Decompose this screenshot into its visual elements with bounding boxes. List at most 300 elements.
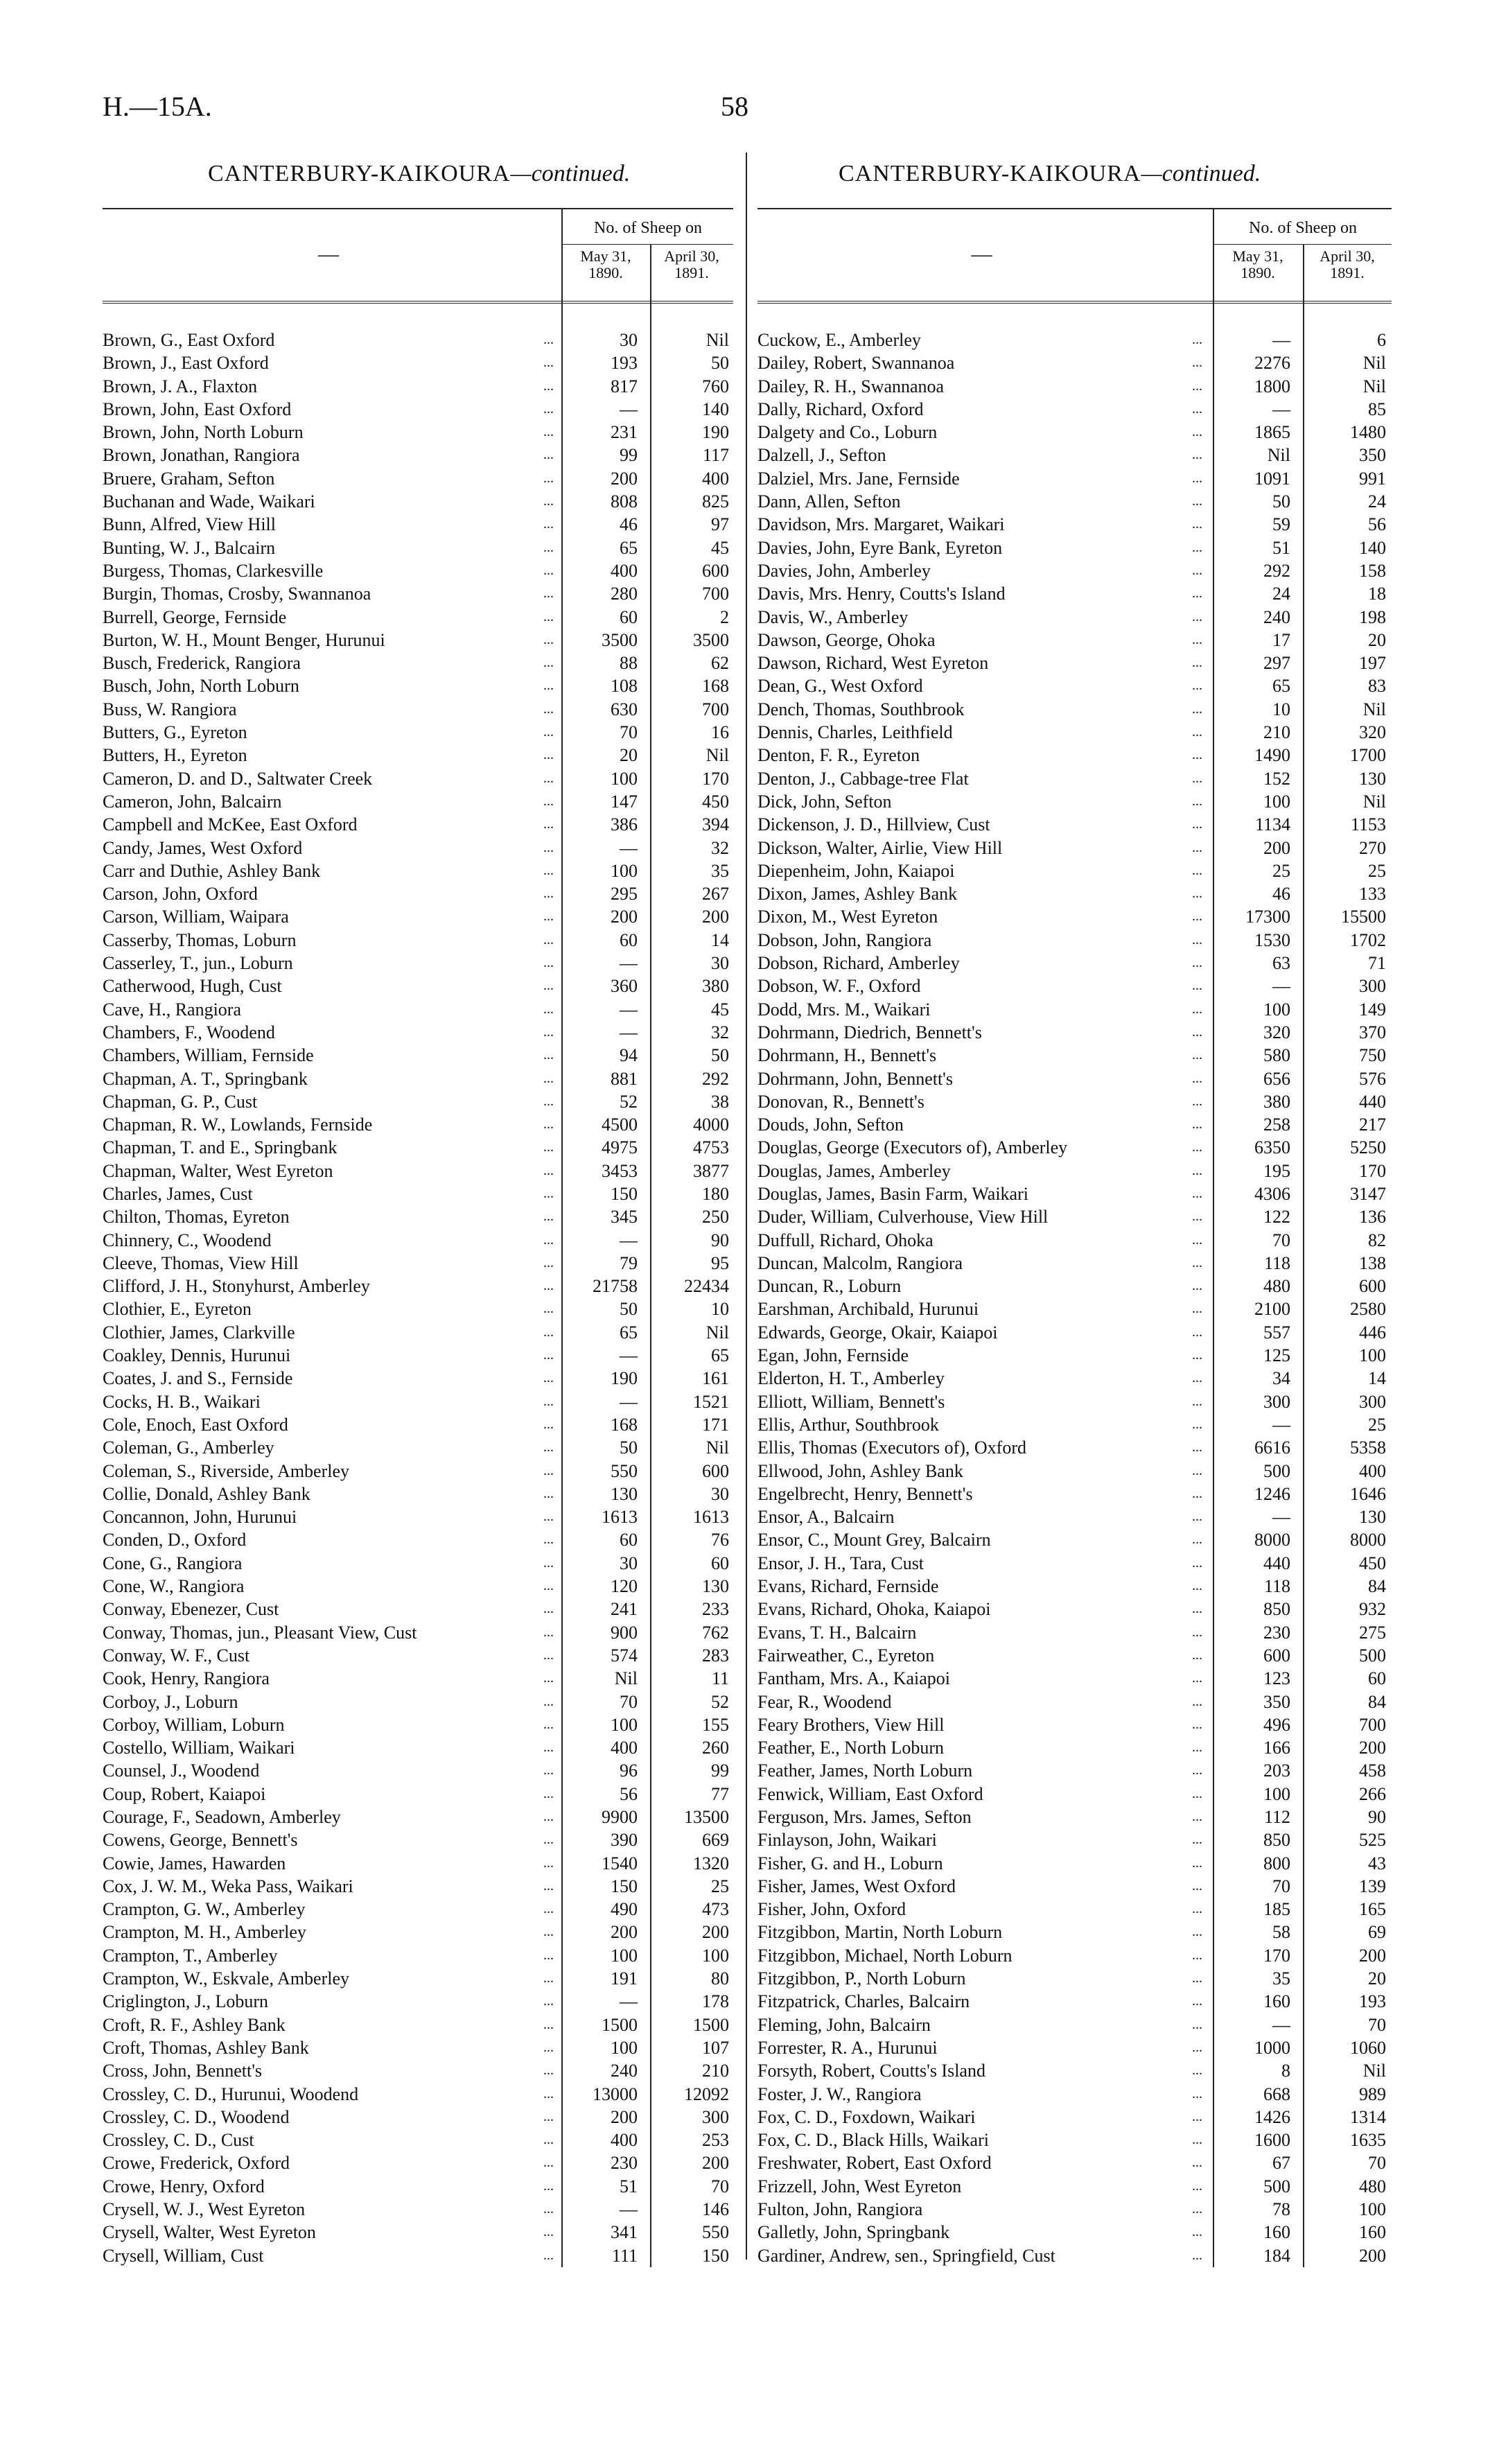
leader-dots: ... (543, 1509, 554, 1525)
sheep-1891: 217 (1359, 1115, 1386, 1135)
sheep-1891: 210 (702, 2061, 729, 2081)
table-row (103, 1390, 733, 1413)
leader-dots: ... (1192, 470, 1202, 486)
sheep-1891: 62 (711, 653, 729, 674)
sheep-1891: 3147 (1350, 1183, 1386, 1204)
sheep-1891: 25 (1368, 1414, 1386, 1435)
sheep-1890: 88 (620, 653, 638, 674)
sheep-1890: 400 (611, 2130, 638, 2151)
right-column-title (839, 161, 1261, 187)
table-row (103, 1136, 733, 1159)
leader-dots: ... (1192, 1024, 1202, 1040)
sheep-1890: 557 (1263, 1322, 1290, 1343)
sheep-1891: 5250 (1350, 1137, 1386, 1158)
sheep-1890: 65 (620, 1322, 638, 1343)
sheep-1891: 750 (1359, 1045, 1386, 1066)
owner-name: Cocks, H. B., Waikari (103, 1391, 261, 1412)
leader-dots: ... (1192, 1878, 1202, 1894)
table-row (103, 813, 733, 836)
sheep-1891: 30 (711, 953, 729, 974)
owner-name: Dailey, R. H., Swannanoa (757, 376, 945, 396)
owner-name: Donovan, R., Bennett's (757, 1091, 924, 1112)
sheep-1890: 500 (1263, 2176, 1290, 2196)
table-row (103, 1436, 733, 1459)
owner-name: Crampton, M. H., Amberley (103, 1922, 306, 1943)
sheep-1890: 170 (1263, 1945, 1290, 1966)
sheep-1891: 139 (1359, 1876, 1386, 1896)
sheep-1891: 550 (702, 2222, 729, 2243)
sheep-1890: — (1272, 2014, 1290, 2035)
table-row (103, 329, 733, 351)
table-row (103, 398, 733, 421)
sheep-1890: 195 (1263, 1160, 1290, 1181)
table-row (757, 1621, 1392, 1644)
leader-dots: ... (543, 1924, 554, 1940)
owner-name: Crossley, C. D., Hurunui, Woodend (103, 2083, 359, 2104)
leader-dots: ... (543, 1255, 554, 1270)
date-divider (650, 244, 651, 301)
sheep-1890: 17300 (1245, 907, 1290, 927)
group-label: No. of Sheep on (1249, 219, 1357, 237)
leader-dots: ... (1192, 862, 1202, 878)
table-row (757, 1090, 1392, 1113)
table-row (757, 975, 1392, 997)
leader-dots: ... (1192, 1693, 1202, 1709)
sheep-1890: 152 (1263, 768, 1290, 789)
sheep-1890: 320 (1263, 1022, 1290, 1042)
sheep-1891: 20 (1368, 629, 1386, 650)
sheep-1890: — (1272, 330, 1290, 350)
table-row (103, 1067, 733, 1090)
owner-name: Chapman, A. T., Springbank (103, 1068, 308, 1089)
table-row (103, 421, 733, 444)
table-row (103, 2175, 733, 2198)
sheep-1891: 760 (702, 376, 729, 396)
owner-name: Fenwick, William, East Oxford (757, 1783, 983, 1804)
table-row (103, 1598, 733, 1620)
table-row (757, 2244, 1392, 2267)
leader-dots: ... (1192, 586, 1202, 602)
sheep-1891: 83 (1368, 676, 1386, 697)
sheep-1890: 67 (1272, 2153, 1290, 2174)
table-row (757, 1690, 1392, 1713)
table-row (757, 351, 1392, 374)
leader-dots: ... (1192, 701, 1202, 717)
sheep-1890: 3453 (602, 1160, 638, 1181)
sheep-1890: 300 (1263, 1391, 1290, 1412)
owner-name: Feather, E., North Loburn (757, 1738, 945, 1758)
sheep-1890: 386 (611, 814, 638, 835)
sheep-1890: 190 (611, 1368, 638, 1389)
owner-name: Feather, James, North Loburn (757, 1760, 973, 1781)
sheep-1891: 600 (1359, 1276, 1386, 1297)
owner-name: Frizzell, John, West Eyreton (757, 2176, 962, 2196)
leader-dots: ... (1192, 2086, 1202, 2102)
sheep-1890: 65 (1272, 676, 1290, 697)
right-table-header (757, 208, 1392, 304)
sheep-1891: 71 (1368, 953, 1386, 974)
sheep-1890: 46 (620, 514, 638, 535)
leader-dots: ... (1192, 1278, 1202, 1294)
sheep-1890: 100 (1263, 791, 1290, 812)
sheep-1890: 1600 (1254, 2130, 1290, 2151)
sheep-1891: 600 (702, 1460, 729, 1481)
sheep-1890: 4306 (1254, 1183, 1290, 1204)
sheep-1891: 130 (702, 1576, 729, 1597)
sheep-1890: 185 (1263, 1899, 1290, 1920)
sheep-1891: 13500 (684, 1807, 729, 1827)
leader-dots: ... (543, 1901, 554, 1917)
table-row (103, 1806, 733, 1828)
table-row (103, 1736, 733, 1759)
leader-dots: ... (543, 493, 554, 509)
table-row (757, 1182, 1392, 1205)
table-row (757, 837, 1392, 859)
owner-name: Gardiner, Andrew, sen., Springfield, Cust (757, 2245, 1055, 2266)
table-row (103, 1828, 733, 1851)
table-row (757, 1759, 1392, 1782)
sheep-1890: 1134 (1254, 814, 1290, 835)
sheep-1890: 1540 (602, 1853, 638, 1873)
sheep-1891: 270 (1359, 837, 1386, 858)
leader-dots: ... (1192, 1855, 1202, 1871)
table-row (757, 1436, 1392, 1459)
table-row (757, 1344, 1392, 1367)
sheep-1890: 390 (611, 1830, 638, 1851)
table-row (103, 1921, 733, 1943)
table-row (103, 1044, 733, 1067)
sheep-1890: — (620, 953, 638, 974)
owner-name: Douglas, George (Executors of), Amberley (757, 1137, 1068, 1158)
sheep-1891: Nil (1362, 791, 1386, 812)
owner-name: Fulton, John, Rangiora (757, 2199, 923, 2220)
sheep-1890: 881 (611, 1068, 638, 1089)
sheep-1891: 450 (1359, 1553, 1386, 1573)
sheep-1891: 1153 (1350, 814, 1386, 835)
sheep-1890: 50 (1272, 491, 1290, 512)
sheep-1891: 70 (711, 2176, 729, 2196)
sheep-1891: 56 (1368, 514, 1386, 535)
owner-name: Crossley, C. D., Woodend (103, 2106, 290, 2127)
owner-name: Counsel, J., Woodend (103, 1760, 260, 1781)
table-row (103, 1160, 733, 1182)
owner-name: Dixon, M., West Eyreton (757, 907, 938, 927)
leader-dots: ... (543, 2178, 554, 2194)
sheep-1890: — (620, 399, 638, 419)
leader-dots: ... (1192, 1832, 1202, 1848)
owner-name: Brown, Jonathan, Rangiora (103, 445, 300, 466)
owner-name: Courage, F., Seadown, Amberley (103, 1807, 341, 1827)
owner-name: Fox, C. D., Black Hills, Waikari (757, 2130, 989, 2151)
sheep-1891: 178 (702, 1991, 729, 2012)
owner-name: Dobson, W. F., Oxford (757, 976, 921, 997)
sheep-1891: 82 (1368, 1230, 1386, 1250)
table-row (757, 813, 1392, 836)
name-header-dash: — (971, 243, 992, 265)
sheep-1890: 118 (1263, 1576, 1290, 1597)
sheep-1891: 394 (702, 814, 729, 835)
sheep-1891: 15500 (1341, 907, 1386, 927)
leader-dots: ... (1192, 1462, 1202, 1478)
sheep-1890: 1490 (1254, 745, 1290, 766)
leader-dots: ... (543, 401, 554, 417)
owner-name: Chambers, William, Fernside (103, 1045, 314, 1066)
table-row (103, 698, 733, 721)
sheep-1890: 79 (620, 1252, 638, 1273)
table-row (757, 1898, 1392, 1921)
sheep-1891: 146 (702, 2199, 729, 2220)
sheep-1890: 3500 (602, 629, 638, 650)
page-number: 58 (721, 91, 748, 122)
owner-name: Cook, Henry, Rangiora (103, 1668, 270, 1689)
sheep-1891: 25 (711, 1876, 729, 1896)
sheep-1891: 52 (711, 1691, 729, 1712)
leader-dots: ... (543, 678, 554, 694)
table-row (103, 467, 733, 490)
owner-name: Coakley, Dennis, Hurunui (103, 1345, 291, 1366)
sheep-1890: 280 (611, 584, 638, 604)
owner-name: Croft, Thomas, Ashley Bank (103, 2037, 309, 2058)
sheep-1891: 576 (1359, 1068, 1386, 1089)
sheep-1891: 84 (1368, 1691, 1386, 1712)
table-row (757, 1275, 1392, 1297)
owner-name: Charles, James, Cust (103, 1183, 253, 1204)
table-row (103, 2151, 733, 2174)
owner-name: Cowie, James, Hawarden (103, 1853, 286, 1873)
sheep-1890: 21758 (593, 1276, 638, 1297)
sheep-1891: 18 (1368, 584, 1386, 604)
table-row (103, 1783, 733, 1806)
leader-dots: ... (543, 701, 554, 717)
sheep-1891: 10 (711, 1299, 729, 1320)
table-row (103, 536, 733, 559)
sheep-1891: 45 (711, 537, 729, 558)
sheep-1891: 275 (1359, 1622, 1386, 1643)
owner-name: Coleman, G., Amberley (103, 1438, 274, 1458)
leader-dots: ... (543, 1971, 554, 1986)
owner-name: Douglas, James, Basin Farm, Waikari (757, 1183, 1028, 1204)
sheep-1890: 1091 (1254, 468, 1290, 489)
sheep-1890: 118 (1263, 1252, 1290, 1273)
leader-dots: ... (1192, 1578, 1202, 1594)
table-row (103, 1759, 733, 1782)
leader-dots: ... (543, 539, 554, 555)
leader-dots: ... (1192, 1763, 1202, 1779)
sheep-1890: 94 (620, 1045, 638, 1066)
sheep-1891: Nil (1362, 2061, 1386, 2081)
table-row (103, 1528, 733, 1551)
leader-dots: ... (543, 1670, 554, 1686)
leader-dots: ... (1192, 978, 1202, 994)
owner-name: Crowe, Henry, Oxford (103, 2176, 265, 2196)
leader-dots: ... (543, 1716, 554, 1732)
sheep-1891: 35 (711, 860, 729, 881)
owner-name: Chapman, T. and E., Springbank (103, 1137, 338, 1158)
owner-name: Fitzgibbon, P., North Loburn (757, 1968, 966, 1989)
sheep-1891: 8000 (1350, 1530, 1386, 1550)
sheep-1890: — (1272, 976, 1290, 997)
table-row (103, 1182, 733, 1205)
leader-dots: ... (1192, 770, 1202, 786)
owner-name: Fleming, John, Balcairn (757, 2014, 931, 2035)
sheep-1891: 138 (1359, 1252, 1386, 1273)
sheep-1890: 58 (1272, 1922, 1290, 1943)
table-row (757, 2175, 1392, 2198)
table-row (757, 767, 1392, 790)
leader-dots: ... (543, 2155, 554, 2171)
sheep-1890: 231 (611, 422, 638, 443)
table-row (757, 1806, 1392, 1828)
leader-dots: ... (543, 1185, 554, 1201)
table-row (103, 790, 733, 813)
right-title-continued: —continued. (1141, 161, 1261, 186)
sheep-1890: 800 (1263, 1853, 1290, 1873)
leader-dots: ... (1192, 1232, 1202, 1248)
table-row (757, 1229, 1392, 1252)
leader-dots: ... (1192, 2063, 1202, 2079)
leader-dots: ... (543, 1324, 554, 1340)
sheep-1890: 1865 (1254, 422, 1290, 443)
owner-name: Clothier, James, Clarkville (103, 1322, 295, 1343)
sheep-1890: 65 (620, 537, 638, 558)
owner-name: Duffull, Richard, Ohoka (757, 1230, 934, 1250)
table-row (757, 1460, 1392, 1483)
sheep-1891: 3500 (693, 629, 729, 650)
table-row (103, 1552, 733, 1575)
owner-name: Fear, R., Woodend (757, 1691, 892, 1712)
sheep-1890: 150 (611, 1876, 638, 1896)
leader-dots: ... (543, 724, 554, 740)
leader-dots: ... (543, 862, 554, 878)
leader-dots: ... (543, 1740, 554, 1756)
sheep-1890: 166 (1263, 1738, 1290, 1758)
owner-name: Busch, Frederick, Rangiora (103, 653, 301, 674)
sheep-1890: 600 (1263, 1645, 1290, 1666)
owner-name: Duncan, R., Loburn (757, 1276, 902, 1297)
leader-dots: ... (543, 1001, 554, 1017)
sheep-1891: 158 (1359, 560, 1386, 581)
sheep-1891: 130 (1359, 1507, 1386, 1528)
sheep-1891: 370 (1359, 1022, 1386, 1042)
leader-dots: ... (1192, 1809, 1202, 1824)
sheep-1890: 35 (1272, 1968, 1290, 1989)
owner-name: Chapman, R. W., Lowlands, Fernside (103, 1115, 373, 1135)
sheep-1890: 30 (620, 330, 638, 350)
table-row (757, 2106, 1392, 2129)
sheep-1890: 360 (611, 976, 638, 997)
leader-dots: ... (1192, 1601, 1202, 1617)
sheep-1891: 170 (702, 768, 729, 789)
table-row (757, 375, 1392, 398)
sheep-1891: 80 (711, 1968, 729, 1989)
leader-dots: ... (1192, 2016, 1202, 2032)
sheep-1890: 550 (611, 1460, 638, 1481)
document-id: H.—15A. (103, 91, 212, 122)
table-row (103, 674, 733, 697)
sheep-1890: 292 (1263, 560, 1290, 581)
leader-dots: ... (543, 1485, 554, 1501)
sheep-1891: 400 (702, 468, 729, 489)
sheep-1890: 496 (1263, 1714, 1290, 1735)
leader-dots: ... (1192, 516, 1202, 532)
sheep-1890: 191 (611, 1968, 638, 1989)
sheep-1891: 6 (1377, 330, 1386, 350)
sheep-1890: 111 (611, 2245, 638, 2266)
sheep-1890: — (1272, 1414, 1290, 1435)
table-row (103, 1875, 733, 1898)
owner-name: Candy, James, West Oxford (103, 837, 303, 858)
table-row (103, 629, 733, 652)
sheep-1890: 1246 (1254, 1483, 1290, 1504)
leader-dots: ... (1192, 816, 1202, 832)
owner-name: Dohrmann, Diedrich, Bennett's (757, 1022, 982, 1042)
sheep-1891: 200 (702, 907, 729, 927)
sheep-1890: 200 (1263, 837, 1290, 858)
sheep-1891: 260 (702, 1738, 729, 1758)
sheep-1890: 112 (1263, 1807, 1290, 1827)
table-row (103, 1321, 733, 1344)
table-row (103, 351, 733, 374)
sheep-1891: 16 (711, 722, 729, 743)
sheep-1891: 1635 (1350, 2130, 1386, 2151)
table-row (757, 629, 1392, 652)
leader-dots: ... (543, 955, 554, 971)
sheep-1891: 200 (702, 2153, 729, 2174)
owner-name: Dawson, Richard, West Eyreton (757, 653, 989, 674)
leader-dots: ... (1192, 932, 1202, 947)
table-row (757, 698, 1392, 721)
leader-dots: ... (1192, 378, 1202, 394)
sheep-1891: 762 (702, 1622, 729, 1643)
leader-dots: ... (543, 2086, 554, 2102)
owner-name: Ensor, J. H., Tara, Cust (757, 1553, 924, 1573)
sheep-1890: 8000 (1254, 1530, 1290, 1550)
table-row (757, 606, 1392, 629)
table-row (103, 606, 733, 629)
table-row (757, 1575, 1392, 1598)
sheep-1891: 700 (1359, 1714, 1386, 1735)
owner-name: Freshwater, Robert, East Oxford (757, 2153, 992, 2174)
table-row (757, 1044, 1392, 1067)
owner-name: Coleman, S., Riverside, Amberley (103, 1460, 350, 1481)
sheep-1890: 63 (1272, 953, 1290, 974)
sheep-1891: 180 (702, 1183, 729, 1204)
sheep-1890: 100 (611, 1714, 638, 1735)
owner-name: Catherwood, Hugh, Cust (103, 976, 282, 997)
leader-dots: ... (543, 2016, 554, 2032)
table-row (757, 790, 1392, 813)
leader-dots: ... (1192, 1532, 1202, 1548)
sheep-1890: 100 (611, 768, 638, 789)
sheep-1890: 147 (611, 791, 638, 812)
leader-dots: ... (1192, 909, 1202, 925)
sheep-1890: 297 (1263, 653, 1290, 674)
group-rule (563, 244, 733, 245)
sheep-1891: 77 (711, 1783, 729, 1804)
leader-dots: ... (543, 1117, 554, 1133)
leader-dots: ... (1192, 2039, 1202, 2055)
table-row (757, 2129, 1392, 2151)
sheep-1891: 197 (1359, 653, 1386, 674)
owner-name: Chapman, G. P., Cust (103, 1091, 258, 1112)
leader-dots: ... (543, 1993, 554, 2009)
sheep-1890: 8 (1281, 2061, 1290, 2081)
table-row (757, 1021, 1392, 1044)
table-row (757, 421, 1392, 444)
owner-name: Burrell, George, Fernside (103, 606, 287, 627)
table-row (757, 1252, 1392, 1275)
leader-dots: ... (543, 1347, 554, 1363)
